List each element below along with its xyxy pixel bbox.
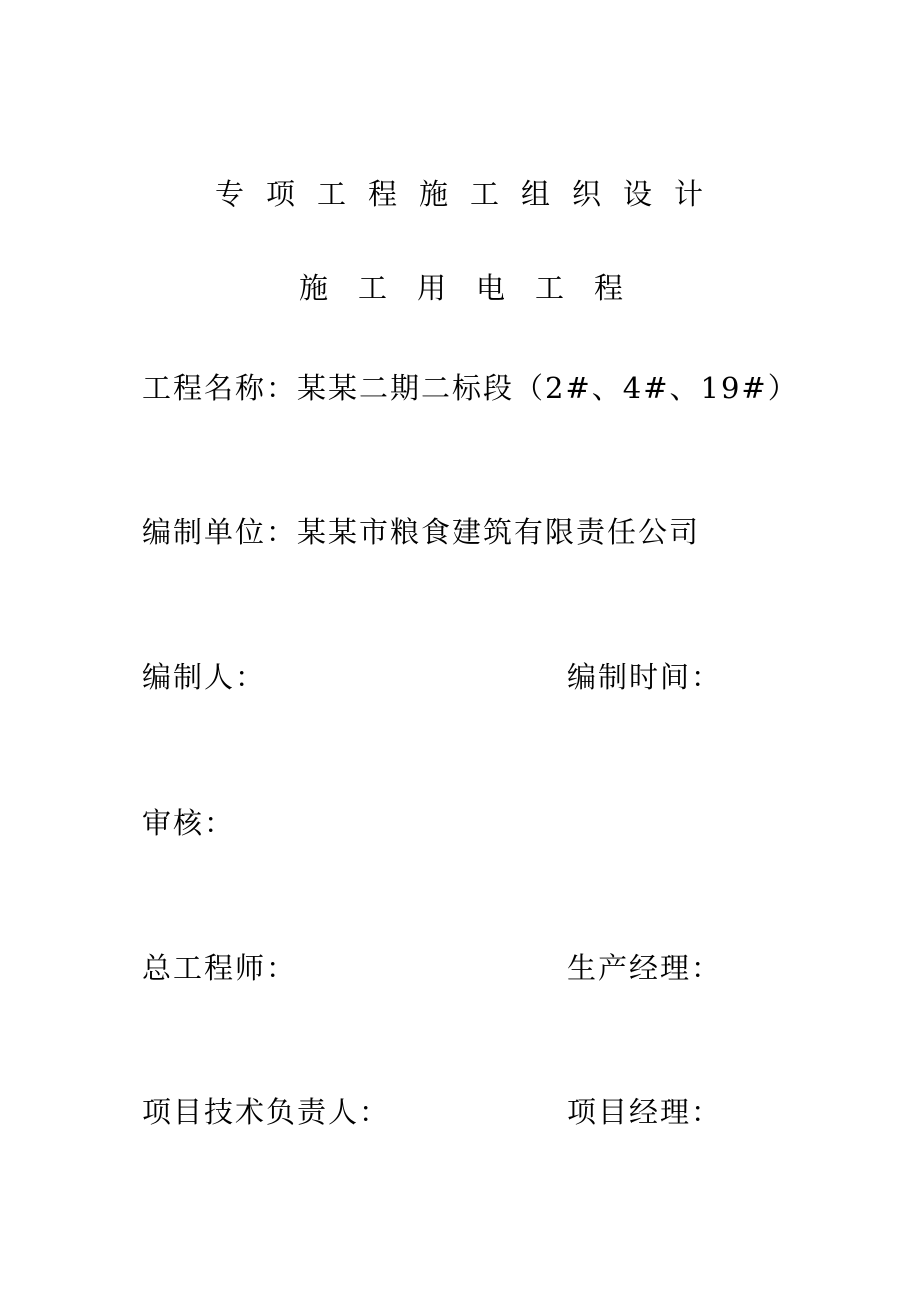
reviewer-field: 审核：	[142, 806, 236, 840]
technical-lead-field: 项目技术负责人：	[142, 1095, 391, 1129]
chief-engineer-field: 总工程师：	[142, 951, 298, 985]
compiling-unit-field: 编制单位：某某市粮食建筑有限责任公司	[142, 515, 701, 549]
project-manager-field: 项目经理：	[567, 1095, 723, 1129]
project-name-field: 工程名称：某某二期二标段（2#、4#、19#）	[142, 371, 799, 405]
compiler-field: 编制人：	[142, 660, 267, 694]
production-manager-field: 生产经理：	[567, 951, 723, 985]
compile-time-field: 编制时间：	[567, 660, 723, 694]
document-title: 专项工程施工组织设计	[214, 177, 725, 211]
document-subtitle: 施工用电工程	[298, 271, 653, 305]
